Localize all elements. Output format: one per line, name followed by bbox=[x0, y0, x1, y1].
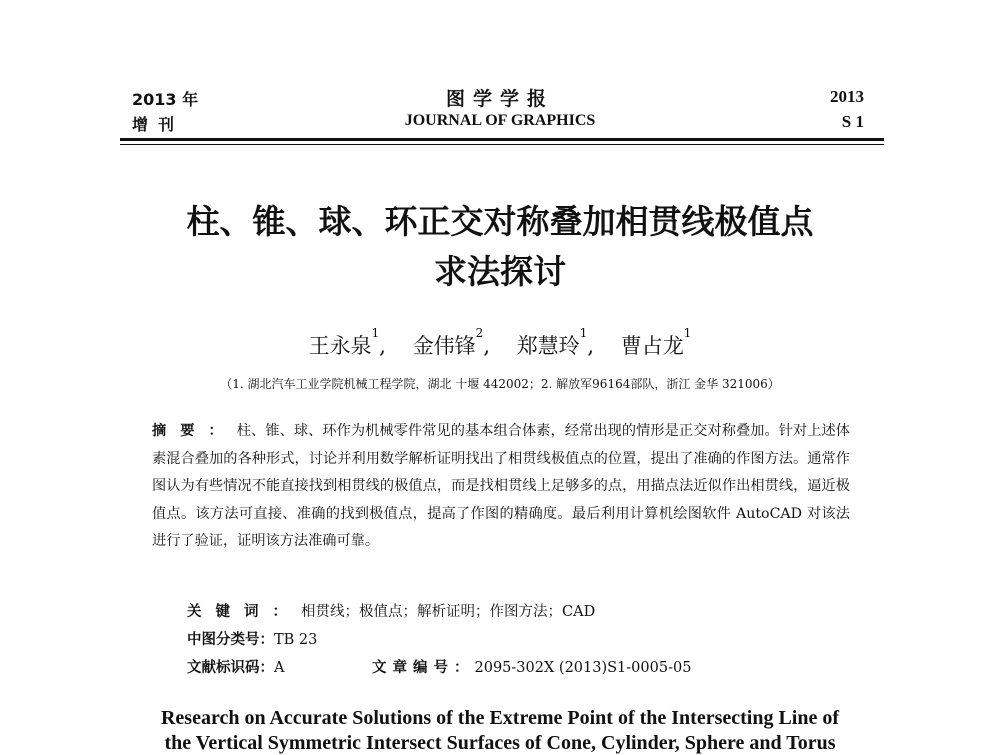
paper-title-cn-line1: 柱、锥、球、环正交对称叠加相贯线极值点 bbox=[186, 202, 814, 241]
author: 郑慧玲$^1$, bbox=[516, 326, 595, 358]
author: 王永泉$^1$, bbox=[308, 326, 386, 358]
clc-label: 中图分类号： bbox=[187, 632, 274, 648]
author: 曹占龙$^1$ bbox=[620, 326, 692, 358]
header-issue-label: 增刊 bbox=[132, 115, 185, 134]
journal-name-en: JOURNAL OF GRAPHICS bbox=[404, 112, 596, 129]
keywords-label: 关键词： bbox=[187, 604, 301, 620]
affiliation: （1. 湖北汽车工业学院机械工程学院，湖北 十堰 442002；2. 解放军96164部队，浙江 金华 321006） bbox=[220, 377, 780, 391]
header-rule-thin bbox=[120, 144, 884, 145]
author-list bbox=[0, 326, 1000, 360]
abstract bbox=[152, 418, 850, 556]
article-number-row bbox=[372, 656, 691, 677]
header-year-label: 2013 年 bbox=[132, 90, 199, 109]
header-rule-thick bbox=[120, 138, 884, 141]
abstract-label: 摘要： bbox=[152, 423, 237, 439]
keywords-row bbox=[187, 600, 595, 621]
header-issue-right: S 1 bbox=[841, 112, 864, 131]
doc-code-value: A bbox=[274, 660, 285, 676]
clc-row bbox=[187, 628, 317, 649]
author: 金伟锋$^2$, bbox=[412, 326, 490, 358]
abstract-text: 柱、锥、球、环作为机械零件常见的基本组合体素，经常出现的情形是正交对称叠加。针对上述体素混合叠加的各种形式，讨论并利用数学解析证明找出了相贯线极值点的位置，提出了准确的作图方法。通常作图认为有些情况不能直接找到相贯线的极值点，而是找相贯线上足够多的点，用描点法近似作出相贯线，逼近极值点。该方法可直接、准确的找到极值点，提高了作图的精确度。最后利用计算机绘图软件 AutoCAD 对该法进行了验证，证明该方法准确可靠。 bbox=[152, 423, 850, 549]
doc-code-row bbox=[187, 656, 284, 677]
paper-title-en-line2: the Vertical Symmetric Intersect Surfaces of Cone, Cylinder, Sphere and Torus bbox=[164, 732, 836, 754]
doc-code-label: 文献标识码： bbox=[187, 660, 274, 676]
article-number-value: 2095-302X (2013)S1-0005-05 bbox=[474, 660, 692, 676]
clc-value: TB 23 bbox=[274, 632, 318, 648]
article-number-label: 文章编号： bbox=[372, 660, 475, 676]
paper-title-cn-line2: 求法探讨 bbox=[434, 252, 566, 291]
keywords-value: 相贯线；极值点；解析证明；作图方法；CAD bbox=[301, 604, 596, 620]
paper-title-en-line1: Research on Accurate Solutions of the Extreme Point of the Intersecting Line of bbox=[160, 707, 840, 729]
header-year-right: 2013 bbox=[830, 87, 864, 106]
journal-name-cn: 图学学报 bbox=[445, 88, 554, 110]
